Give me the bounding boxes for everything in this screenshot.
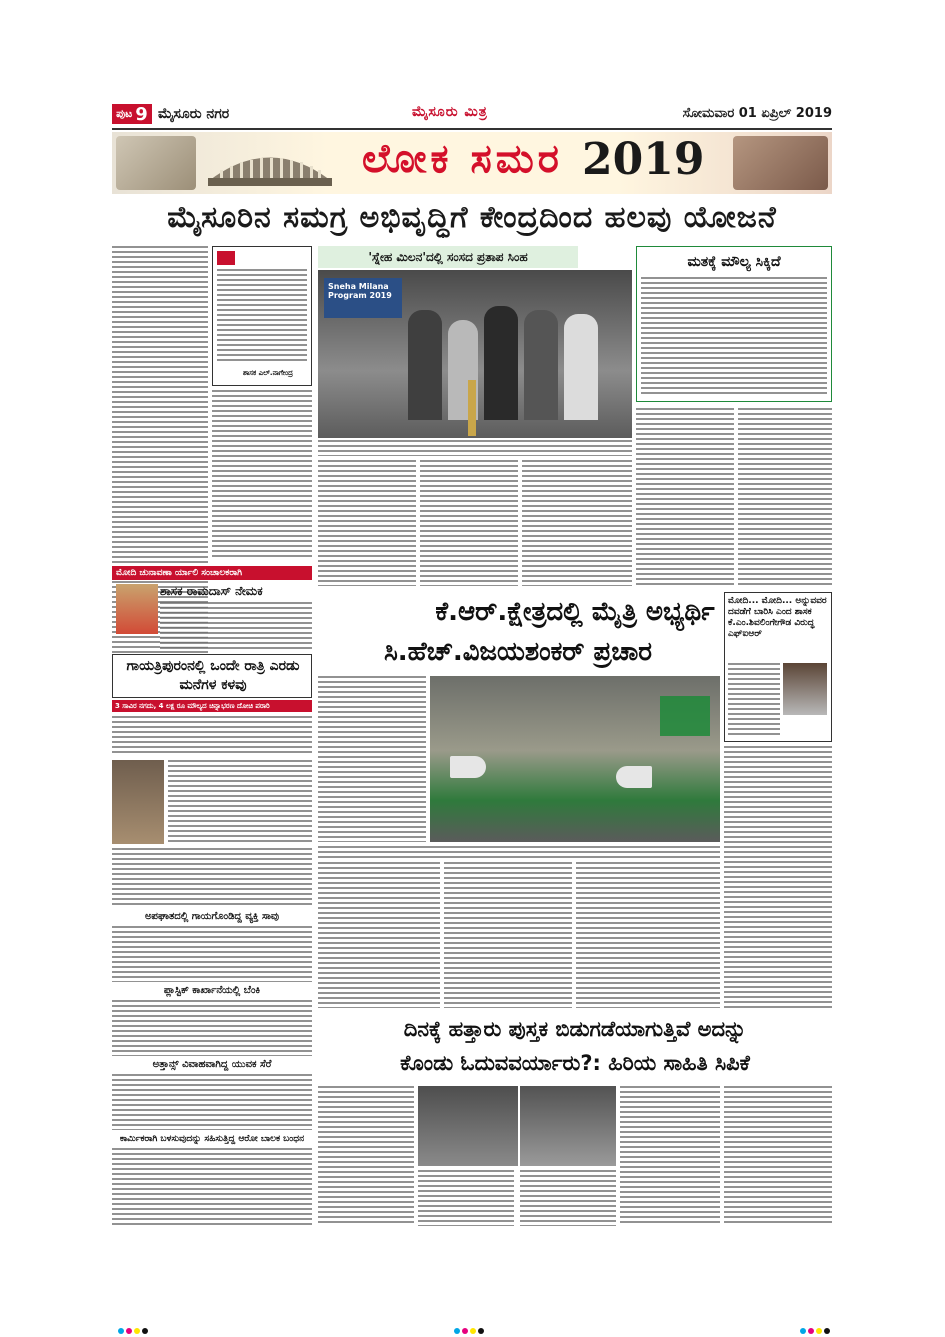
theft-photo <box>112 760 164 844</box>
theft-intro <box>112 716 312 756</box>
theft-headline-box <box>112 654 312 698</box>
theft-headline: ಗಾಯತ್ರಿಪುರಂನಲ್ಲಿ ಒಂದೇ ರಾತ್ರಿ ಎರಡು ಮನೆಗಳ ಕಳವು <box>126 658 300 693</box>
modi-box-cont <box>724 746 832 1008</box>
modi-rally-headline: ಶಾಸಕ ರಾಮದಾಸ್ ನೇಮಕ <box>160 584 263 598</box>
fire-headline: ಪ್ಲಾಸ್ಟಿಕ್ ಕಾರ್ಖಾನೆಯಲ್ಲಿ ಬೆಂಕಿ <box>163 985 261 996</box>
modi-rally-kicker: ಮೋದಿ ಚುನಾವಣಾ ರ್ಯಾಲಿ ಸಂಚಾಲಕರಾಗಿ <box>112 566 312 580</box>
suicide-headline: ಅತ್ತಾನ್ಸ್ ವಿವಾಹವಾಗಿದ್ದ ಯುವಕ ಸೆರೆ <box>152 1059 272 1070</box>
parliament-icon <box>200 140 340 190</box>
theft-text <box>168 760 312 844</box>
books-headline-1: ದಿನಕ್ಕೆ ಹತ್ತಾರು ಪುಸ್ತಕ ಬಿಡುಗಡೆಯಾಗುತ್ತಿವೆ ಅದನ್ನು <box>403 1017 747 1041</box>
sneha-headline: 'ಸ್ನೇಹ ಮಿಲನ'ದಲ್ಲಿ ಸಂಸದ ಪ್ರತಾಪ ಸಿಂಹ <box>318 246 578 268</box>
sneha-col1 <box>318 460 416 586</box>
loudspeaker-2 <box>616 766 652 788</box>
registration-dots-left <box>118 1319 158 1327</box>
modi-box-text <box>728 663 780 737</box>
ramadas-photo <box>116 584 158 634</box>
sneha-caption <box>318 440 632 456</box>
books-col2 <box>418 1170 514 1226</box>
shivalingegowda-photo <box>783 663 827 715</box>
crowd-image <box>733 136 828 190</box>
person-3 <box>484 306 518 420</box>
theft-strap: 3 ಸಾವಿರ ನಗದು, 4 ಲಕ್ಷ ರೂ ಮೌಲ್ಯದ ಚಿನ್ನಾಭರಣ ದೋಚಿ ಪರಾರಿ <box>112 700 312 712</box>
modi-rally-text <box>160 602 312 650</box>
sneha-milana-photo <box>318 270 632 438</box>
labour-text <box>112 1148 312 1226</box>
accident-text <box>112 926 312 982</box>
books-col1 <box>318 1086 414 1226</box>
kr-col4 <box>576 862 720 1008</box>
books-photo-2 <box>520 1086 616 1166</box>
section-name: ಮೈಸೂರು ನಗರ <box>158 106 230 122</box>
main-headline: ಮೈಸೂರಿನ ಸಮಗ್ರ ಅಭಿವೃದ್ಧಿಗೆ ಕೇಂದ್ರದಿಂದ ಹಲವು ಯೋಜನೆ <box>167 200 777 235</box>
masthead <box>112 100 832 128</box>
person-5 <box>564 314 598 420</box>
quote-box <box>212 246 312 386</box>
modi-box-headline: ಮೋದಿ... ಮೋದಿ... ಅನ್ನುವವರ ದವಡೆಗೆ ಬಾರಿಸಿ ಎಂದ ಶಾಸಕ ಕೆ.ಎಂ.ಶಿವಲಿಂಗೇಗೌಡ ವಿರುದ್ಧ ಎಫ್‌ಐಆರ್ <box>728 596 827 639</box>
sneha-col3 <box>522 460 632 586</box>
labour-headline: ಕಾರ್ಮಿಕರಾಗಿ ಬಳಸುವುದನ್ನು ಸಹಿಸುತ್ತಿದ್ದ ಆರೋ ಬಾಲಕ ಬಂಧನ <box>119 1134 305 1144</box>
quote-icon <box>217 251 235 265</box>
matakke-col1 <box>636 408 734 586</box>
voting-hands-image <box>116 136 196 190</box>
books-col3 <box>520 1170 616 1226</box>
books-photo-1 <box>418 1086 518 1166</box>
campaign-caption <box>318 846 720 860</box>
kr-col1 <box>318 676 426 842</box>
theft-cont <box>112 848 312 908</box>
lamp-stand <box>468 380 476 436</box>
registration-dots-center <box>454 1319 494 1327</box>
election-banner <box>112 132 832 194</box>
sneha-col2 <box>420 460 518 586</box>
issue-date: ಸೋಮವಾರ 01 ಏಪ್ರಿಲ್ 2019 <box>682 106 832 121</box>
matakke-box <box>636 246 832 402</box>
page-number: 9 <box>135 103 148 125</box>
books-col5 <box>724 1086 832 1226</box>
banner-title: ಲೋಕ ಸಮರ <box>362 136 563 182</box>
person-1 <box>408 310 442 420</box>
masthead-rule <box>112 128 832 130</box>
person-4 <box>524 310 558 420</box>
fire-text <box>112 1000 312 1056</box>
quote-credit: ಶಾಸಕ ಎಲ್.ನಾಗೇಂದ್ರ <box>243 369 293 377</box>
banner-year: 2019 <box>582 134 705 185</box>
main-story-col2 <box>212 390 312 560</box>
matakke-text <box>641 277 827 397</box>
loudspeaker-1 <box>450 756 486 778</box>
kr-headline-1: ಕೆ.ಆರ್.ಕ್ಷೇತ್ರದಲ್ಲಿ ಮೈತ್ರಿ ಅಭ್ಯರ್ಥಿ <box>435 597 715 627</box>
party-flag <box>660 696 710 736</box>
event-banner-text: Sneha Milana Program 2019 <box>324 278 402 318</box>
kr-col2 <box>318 862 440 1008</box>
registration-dots-right <box>800 1319 840 1327</box>
modi-box <box>724 592 832 742</box>
matakke-headline: ಮತಕ್ಕೆ ಮೌಲ್ಯ ಸಿಕ್ಕಿದೆ <box>687 254 781 270</box>
books-col4 <box>620 1086 720 1226</box>
page-number-tab <box>112 104 152 124</box>
quote-text <box>217 269 307 364</box>
campaign-photo <box>430 676 720 842</box>
suicide-text <box>112 1074 312 1130</box>
kr-headline-2: ಸಿ.ಹೆಚ್.ವಿಜಯಶಂಕರ್ ಪ್ರಚಾರ <box>383 637 653 667</box>
books-headline-2: ಕೊಂಡು ಓದುವವರ್ಯಾರು?: ಹಿರಿಯ ಸಾಹಿತಿ ಸಿಪಿಕೆ <box>400 1051 750 1075</box>
kr-col3 <box>444 862 572 1008</box>
paper-name: ಮೈಸೂರು ಮಿತ್ರ <box>412 104 488 120</box>
accident-headline: ಅಪಘಾತದಲ್ಲಿ ಗಾಯಗೊಂಡಿದ್ದ ವ್ಯಕ್ತಿ ಸಾವು <box>144 911 280 922</box>
page-label: ಪುಟ <box>116 107 133 120</box>
matakke-col2 <box>738 408 832 586</box>
